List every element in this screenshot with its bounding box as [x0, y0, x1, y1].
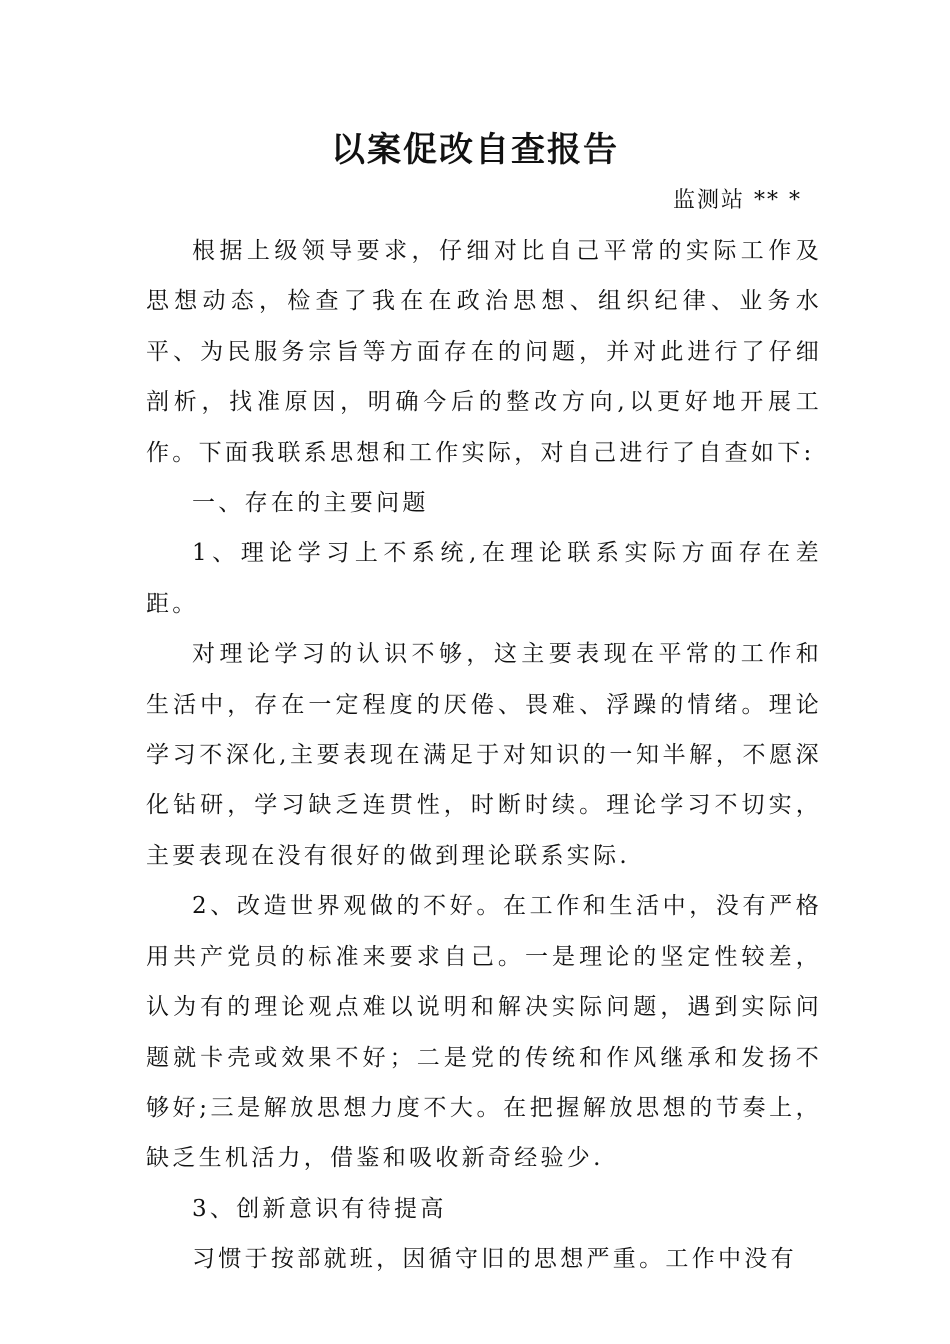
item-heading-3: 3、创新意识有待提高	[192, 1195, 447, 1222]
paragraph-item-1: 对理论学习的认识不够，这主要表现在平常的工作和生活中，存在一定程度的厌倦、畏难、浮躁的情绪。理论学习不深化,主要表现在满足于对知识的一知半解，不愿深化钻研，学习缺乏连贯性，时断时续。理论学习不切实，主要表现在没有很好的做到理论联系实际.	[146, 641, 822, 869]
section-heading-main-problems: 一、存在的主要问题	[192, 490, 429, 517]
paragraph-intro: 根据上级领导要求，仔细对比自己平常的实际工作及思想动态，检查了我在在政治思想、组织纪律、业务水平、为民服务宗旨等方面存在的问题，并对此进行了仔细剖析，找准原因，明确今后的整改方向,以更好地开展工作。下面我联系思想和工作实际，对自己进行了自查如下:	[146, 238, 822, 466]
document-title: 以案促改自查报告	[331, 130, 619, 170]
paragraph-item-2: 2、改造世界观做的不好。在工作和生活中，没有严格用共产党员的标准来要求自己。一是理论的坚定性较差，认为有的理论观点难以说明和解决实际问题，遇到实际问题就卡壳或效果不好；二是党的传统和作风继承和发扬不够好;三是解放思想力度不大。在把握解放思想的节奏上，缺乏生机活力，借鉴和吸收新奇经验少.	[146, 893, 822, 1172]
document-author: 监测站 ** *	[673, 188, 802, 213]
paragraph-item-3: 习惯于按部就班，因循守旧的思想严重。工作中没有	[192, 1246, 797, 1273]
document-body	[146, 226, 822, 1285]
item-heading-1: 1、理论学习上不系统,在理论联系实际方面存在差距。	[146, 540, 822, 617]
